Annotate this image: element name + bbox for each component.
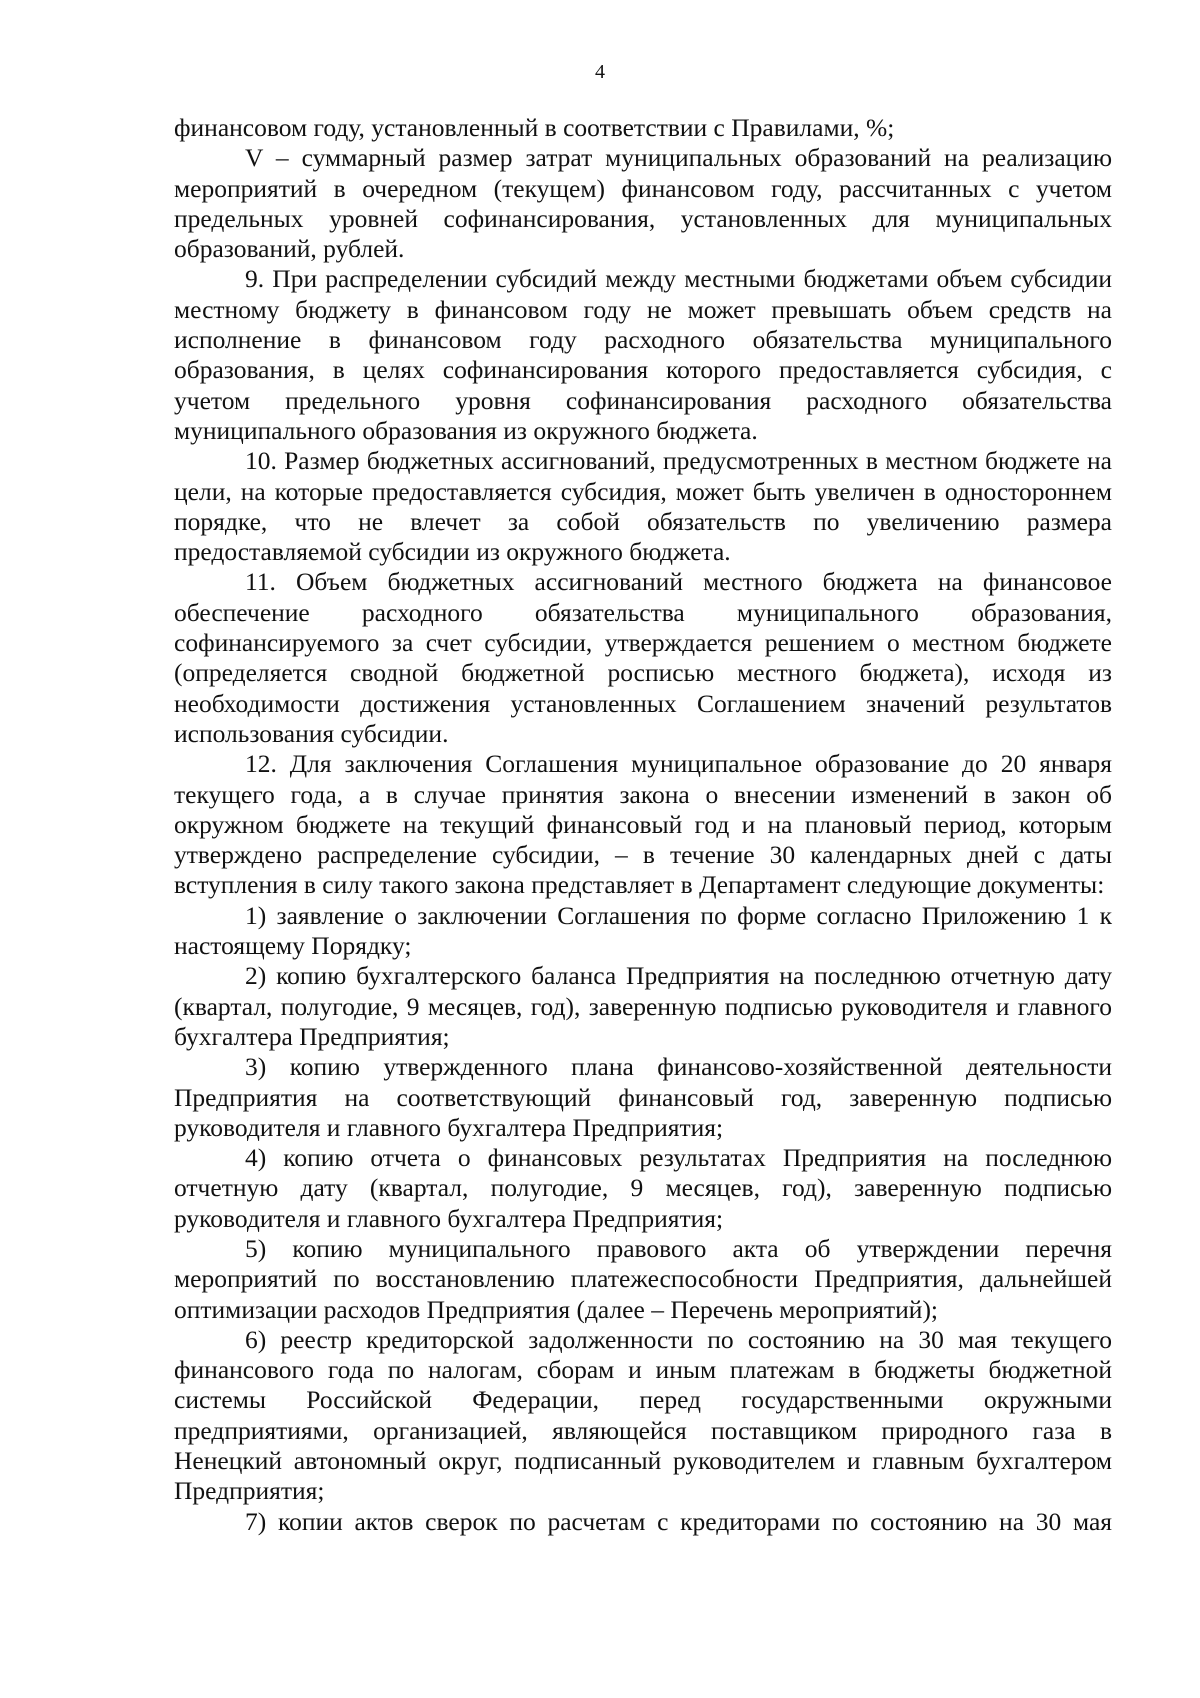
paragraph-item-10: 10. Размер бюджетных ассигнований, предусмотренных в местном бюджете на цели, на которые предоставляется субсидия, может быть увеличен в одностороннем порядке, что не влечет за собой обязательств по увеличению размера предоставляемой субсидии из окружного бюджета. xyxy=(174,446,1112,567)
paragraph-item-11: 11. Объем бюджетных ассигнований местного бюджета на финансовое обеспечение расходного обязательства муниципального образования, софинансируемого за счет субсидии, утверждается решением о местном бюджете (определяется сводной бюджетной росписью местного бюджета), исходя из необходимости достижения установленных Соглашением значений результатов использования субсидии. xyxy=(174,567,1112,748)
document-body xyxy=(174,113,1112,1537)
paragraph-item-9: 9. При распределении субсидий между местными бюджетами объем субсидии местному бюджету в финансовом году не может превышать объем средств на исполнение в финансовом году расходного обязательства муниципального образования, в целях софинансирования которого предоставляется субсидия, с учетом предельного уровня софинансирования расходного обязательства муниципального образования из окружного бюджета. xyxy=(174,264,1112,445)
list-item-1: 1) заявление о заключении Соглашения по форме согласно Приложению 1 к настоящему Порядку; xyxy=(174,900,1112,961)
list-item-2: 2) копию бухгалтерского баланса Предприятия на последнюю отчетную дату (квартал, полугодие, 9 месяцев, год), заверенную подписью руководителя и главного бухгалтера Предприятия; xyxy=(174,961,1112,1051)
list-item-3: 3) копию утвержденного плана финансово-хозяйственной деятельности Предприятия на соответствующий финансовый год, заверенную подписью руководителя и главного бухгалтера Предприятия; xyxy=(174,1052,1112,1142)
list-item-6: 6) реестр кредиторской задолженности по состоянию на 30 мая текущего финансового года по налогам, сборам и иным платежам в бюджеты бюджетной системы Российской Федерации, перед государственными окружными предприятиями, организацией, являющейся поставщиком природного газа в Ненецкий автономный округ, подписанный руководителем и главным бухгалтером Предприятия; xyxy=(174,1324,1112,1506)
page-number: 4 xyxy=(595,61,605,83)
paragraph-continuation: финансовом году, установленный в соответствии с Правилами, %; xyxy=(174,113,895,142)
paragraph-item-12: 12. Для заключения Соглашения муниципальное образование до 20 января текущего года, а в случае принятия закона о внесении изменений в закон об окружном бюджете на текущий финансовый год и на плановый период, которым утверждено распределение субсидии, – в течение 30 календарных дней с даты вступления в силу такого закона представляет в Департамент следующие документы: xyxy=(174,749,1112,900)
list-item-5: 5) копию муниципального правового акта об утверждении перечня мероприятий по восстановлению платежеспособности Предприятия, дальнейшей оптимизации расходов Предприятия (далее – Перечень мероприятий); xyxy=(174,1233,1112,1324)
list-item-7: 7) копии актов сверок по расчетам с кредиторами по состоянию на 30 мая xyxy=(245,1506,1112,1536)
list-item-4: 4) копию отчета о финансовых результатах Предприятия на последнюю отчетную дату (квартал, полугодие, 9 месяцев, год), заверенную подписью руководителя и главного бухгалтера Предприятия; xyxy=(174,1143,1112,1233)
paragraph-v-definition: V – суммарный размер затрат муниципальных образований на реализацию мероприятий в очередном (текущем) финансовом году, рассчитанных с учетом предельных уровней софинансирования, установленных для муниципальных образований, рублей. xyxy=(174,143,1112,264)
